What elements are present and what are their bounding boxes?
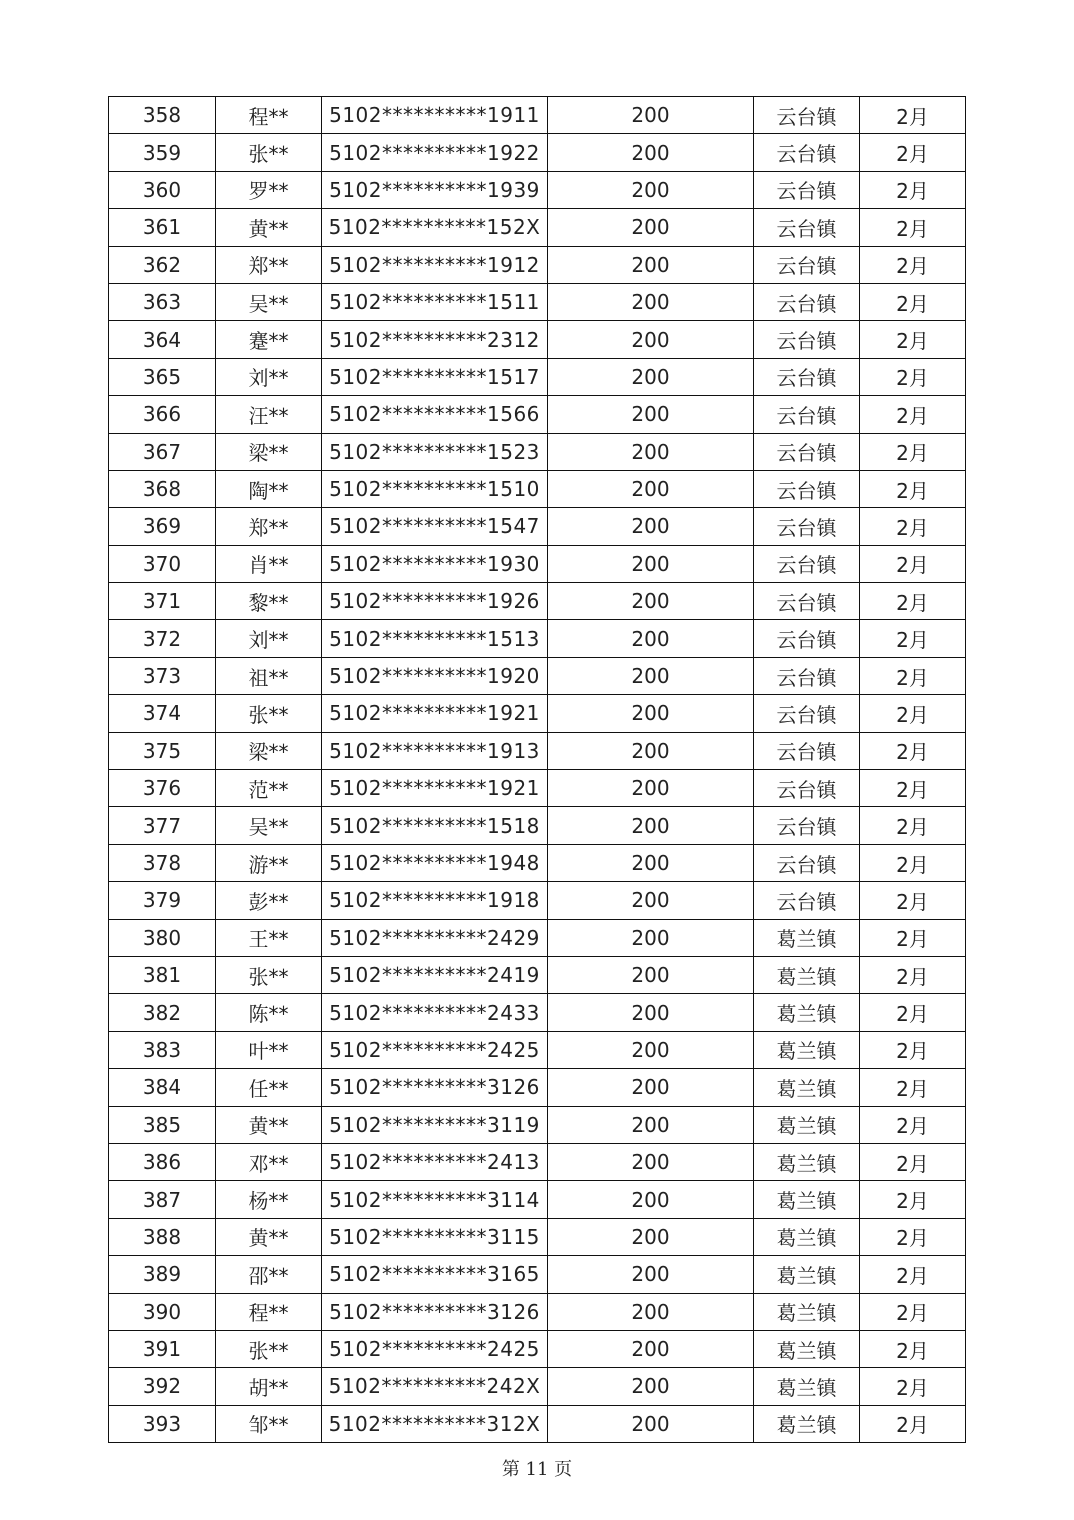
town-cell: 葛兰镇 xyxy=(754,1293,860,1330)
id-number-cell: 5102**********1920 xyxy=(322,657,548,694)
name-cell: 邓** xyxy=(216,1143,322,1180)
table-row xyxy=(109,171,966,208)
town-cell: 葛兰镇 xyxy=(754,1069,860,1106)
amount-cell: 200 xyxy=(548,358,754,395)
name-cell: 梁** xyxy=(216,732,322,769)
amount-cell: 200 xyxy=(548,508,754,545)
month-cell: 2月 xyxy=(860,1218,966,1255)
id-number-cell: 5102**********152X xyxy=(322,209,548,246)
town-cell: 葛兰镇 xyxy=(754,956,860,993)
seq-cell: 392 xyxy=(109,1368,216,1405)
name-cell: 张** xyxy=(216,134,322,171)
seq-cell: 378 xyxy=(109,844,216,881)
month-cell: 2月 xyxy=(860,732,966,769)
seq-cell: 363 xyxy=(109,283,216,320)
town-cell: 云台镇 xyxy=(754,246,860,283)
table-row xyxy=(109,956,966,993)
id-number-cell: 5102**********1912 xyxy=(322,246,548,283)
table-row xyxy=(109,844,966,881)
month-cell: 2月 xyxy=(860,807,966,844)
amount-cell: 200 xyxy=(548,732,754,769)
seq-cell: 389 xyxy=(109,1256,216,1293)
amount-cell: 200 xyxy=(548,583,754,620)
town-cell: 云台镇 xyxy=(754,433,860,470)
name-cell: 杨** xyxy=(216,1181,322,1218)
id-number-cell: 5102**********2429 xyxy=(322,919,548,956)
month-cell: 2月 xyxy=(860,209,966,246)
table-row xyxy=(109,695,966,732)
table-row xyxy=(109,321,966,358)
id-number-cell: 5102**********1511 xyxy=(322,283,548,320)
seq-cell: 370 xyxy=(109,545,216,582)
amount-cell: 200 xyxy=(548,1218,754,1255)
amount-cell: 200 xyxy=(548,1069,754,1106)
table-row xyxy=(109,283,966,320)
seq-cell: 367 xyxy=(109,433,216,470)
month-cell: 2月 xyxy=(860,620,966,657)
table-row xyxy=(109,209,966,246)
amount-cell: 200 xyxy=(548,1106,754,1143)
seq-cell: 386 xyxy=(109,1143,216,1180)
amount-cell: 200 xyxy=(548,433,754,470)
month-cell: 2月 xyxy=(860,882,966,919)
table-row xyxy=(109,246,966,283)
town-cell: 葛兰镇 xyxy=(754,1330,860,1367)
town-cell: 葛兰镇 xyxy=(754,1405,860,1442)
id-number-cell: 5102**********312X xyxy=(322,1405,548,1442)
name-cell: 黄** xyxy=(216,1106,322,1143)
amount-cell: 200 xyxy=(548,657,754,694)
id-number-cell: 5102**********1547 xyxy=(322,508,548,545)
month-cell: 2月 xyxy=(860,919,966,956)
name-cell: 邹** xyxy=(216,1405,322,1442)
amount-cell: 200 xyxy=(548,97,754,134)
name-cell: 刘** xyxy=(216,358,322,395)
amount-cell: 200 xyxy=(548,246,754,283)
amount-cell: 200 xyxy=(548,844,754,881)
table-row xyxy=(109,396,966,433)
month-cell: 2月 xyxy=(860,1256,966,1293)
town-cell: 葛兰镇 xyxy=(754,1256,860,1293)
name-cell: 张** xyxy=(216,956,322,993)
id-number-cell: 5102**********1926 xyxy=(322,583,548,620)
month-cell: 2月 xyxy=(860,358,966,395)
seq-cell: 381 xyxy=(109,956,216,993)
name-cell: 程** xyxy=(216,97,322,134)
id-number-cell: 5102**********3126 xyxy=(322,1293,548,1330)
table-row xyxy=(109,620,966,657)
month-cell: 2月 xyxy=(860,321,966,358)
id-number-cell: 5102**********1523 xyxy=(322,433,548,470)
table-row xyxy=(109,807,966,844)
month-cell: 2月 xyxy=(860,97,966,134)
name-cell: 张** xyxy=(216,695,322,732)
town-cell: 葛兰镇 xyxy=(754,1031,860,1068)
name-cell: 梁** xyxy=(216,433,322,470)
amount-cell: 200 xyxy=(548,807,754,844)
table-row xyxy=(109,1143,966,1180)
id-number-cell: 5102**********1517 xyxy=(322,358,548,395)
town-cell: 云台镇 xyxy=(754,209,860,246)
town-cell: 葛兰镇 xyxy=(754,1181,860,1218)
name-cell: 黎** xyxy=(216,583,322,620)
id-number-cell: 5102**********1921 xyxy=(322,770,548,807)
town-cell: 葛兰镇 xyxy=(754,1368,860,1405)
month-cell: 2月 xyxy=(860,1181,966,1218)
amount-cell: 200 xyxy=(548,1181,754,1218)
town-cell: 葛兰镇 xyxy=(754,994,860,1031)
month-cell: 2月 xyxy=(860,956,966,993)
id-number-cell: 5102**********1566 xyxy=(322,396,548,433)
table-row xyxy=(109,1106,966,1143)
month-cell: 2月 xyxy=(860,1106,966,1143)
amount-cell: 200 xyxy=(548,1256,754,1293)
id-number-cell: 5102**********2419 xyxy=(322,956,548,993)
id-number-cell: 5102**********1922 xyxy=(322,134,548,171)
name-cell: 张** xyxy=(216,1330,322,1367)
id-number-cell: 5102**********2425 xyxy=(322,1330,548,1367)
town-cell: 云台镇 xyxy=(754,283,860,320)
seq-cell: 371 xyxy=(109,583,216,620)
id-number-cell: 5102**********1948 xyxy=(322,844,548,881)
id-number-cell: 5102**********1930 xyxy=(322,545,548,582)
town-cell: 云台镇 xyxy=(754,732,860,769)
amount-cell: 200 xyxy=(548,171,754,208)
seq-cell: 373 xyxy=(109,657,216,694)
seq-cell: 366 xyxy=(109,396,216,433)
month-cell: 2月 xyxy=(860,396,966,433)
town-cell: 云台镇 xyxy=(754,583,860,620)
id-number-cell: 5102**********242X xyxy=(322,1368,548,1405)
seq-cell: 375 xyxy=(109,732,216,769)
table-row xyxy=(109,97,966,134)
amount-cell: 200 xyxy=(548,321,754,358)
name-cell: 王** xyxy=(216,919,322,956)
name-cell: 罗** xyxy=(216,171,322,208)
id-number-cell: 5102**********2433 xyxy=(322,994,548,1031)
table-row xyxy=(109,732,966,769)
id-number-cell: 5102**********1510 xyxy=(322,470,548,507)
town-cell: 云台镇 xyxy=(754,97,860,134)
town-cell: 葛兰镇 xyxy=(754,919,860,956)
subsidy-table xyxy=(108,96,966,1443)
seq-cell: 376 xyxy=(109,770,216,807)
table-row xyxy=(109,508,966,545)
table-row xyxy=(109,583,966,620)
seq-cell: 388 xyxy=(109,1218,216,1255)
month-cell: 2月 xyxy=(860,1143,966,1180)
month-cell: 2月 xyxy=(860,246,966,283)
name-cell: 郑** xyxy=(216,508,322,545)
month-cell: 2月 xyxy=(860,470,966,507)
seq-cell: 387 xyxy=(109,1181,216,1218)
name-cell: 任** xyxy=(216,1069,322,1106)
month-cell: 2月 xyxy=(860,770,966,807)
seq-cell: 359 xyxy=(109,134,216,171)
seq-cell: 383 xyxy=(109,1031,216,1068)
month-cell: 2月 xyxy=(860,1330,966,1367)
month-cell: 2月 xyxy=(860,657,966,694)
month-cell: 2月 xyxy=(860,583,966,620)
id-number-cell: 5102**********3119 xyxy=(322,1106,548,1143)
id-number-cell: 5102**********1939 xyxy=(322,171,548,208)
id-number-cell: 5102**********1911 xyxy=(322,97,548,134)
town-cell: 云台镇 xyxy=(754,171,860,208)
seq-cell: 364 xyxy=(109,321,216,358)
town-cell: 云台镇 xyxy=(754,545,860,582)
town-cell: 云台镇 xyxy=(754,844,860,881)
id-number-cell: 5102**********3165 xyxy=(322,1256,548,1293)
name-cell: 郑** xyxy=(216,246,322,283)
seq-cell: 369 xyxy=(109,508,216,545)
amount-cell: 200 xyxy=(548,1330,754,1367)
id-number-cell: 5102**********1913 xyxy=(322,732,548,769)
town-cell: 云台镇 xyxy=(754,508,860,545)
seq-cell: 362 xyxy=(109,246,216,283)
seq-cell: 380 xyxy=(109,919,216,956)
seq-cell: 360 xyxy=(109,171,216,208)
name-cell: 范** xyxy=(216,770,322,807)
name-cell: 程** xyxy=(216,1293,322,1330)
seq-cell: 372 xyxy=(109,620,216,657)
town-cell: 云台镇 xyxy=(754,396,860,433)
table-row xyxy=(109,545,966,582)
seq-cell: 390 xyxy=(109,1293,216,1330)
name-cell: 邵** xyxy=(216,1256,322,1293)
table-row xyxy=(109,358,966,395)
table-row xyxy=(109,1330,966,1367)
amount-cell: 200 xyxy=(548,956,754,993)
month-cell: 2月 xyxy=(860,171,966,208)
table-row xyxy=(109,1293,966,1330)
id-number-cell: 5102**********2425 xyxy=(322,1031,548,1068)
table-row xyxy=(109,1218,966,1255)
town-cell: 葛兰镇 xyxy=(754,1106,860,1143)
seq-cell: 377 xyxy=(109,807,216,844)
town-cell: 云台镇 xyxy=(754,134,860,171)
amount-cell: 200 xyxy=(548,1031,754,1068)
name-cell: 祖** xyxy=(216,657,322,694)
town-cell: 云台镇 xyxy=(754,657,860,694)
amount-cell: 200 xyxy=(548,994,754,1031)
month-cell: 2月 xyxy=(860,1293,966,1330)
table-row xyxy=(109,470,966,507)
name-cell: 胡** xyxy=(216,1368,322,1405)
id-number-cell: 5102**********2312 xyxy=(322,321,548,358)
amount-cell: 200 xyxy=(548,134,754,171)
seq-cell: 374 xyxy=(109,695,216,732)
month-cell: 2月 xyxy=(860,994,966,1031)
amount-cell: 200 xyxy=(548,209,754,246)
month-cell: 2月 xyxy=(860,545,966,582)
name-cell: 刘** xyxy=(216,620,322,657)
name-cell: 黄** xyxy=(216,1218,322,1255)
month-cell: 2月 xyxy=(860,134,966,171)
month-cell: 2月 xyxy=(860,1069,966,1106)
month-cell: 2月 xyxy=(860,1405,966,1442)
town-cell: 云台镇 xyxy=(754,620,860,657)
month-cell: 2月 xyxy=(860,1031,966,1068)
name-cell: 陈** xyxy=(216,994,322,1031)
name-cell: 肖** xyxy=(216,545,322,582)
table-row xyxy=(109,1256,966,1293)
table-row xyxy=(109,657,966,694)
town-cell: 葛兰镇 xyxy=(754,1143,860,1180)
town-cell: 云台镇 xyxy=(754,470,860,507)
table-row xyxy=(109,433,966,470)
seq-cell: 379 xyxy=(109,882,216,919)
month-cell: 2月 xyxy=(860,508,966,545)
seq-cell: 361 xyxy=(109,209,216,246)
id-number-cell: 5102**********3114 xyxy=(322,1181,548,1218)
month-cell: 2月 xyxy=(860,844,966,881)
name-cell: 彭** xyxy=(216,882,322,919)
month-cell: 2月 xyxy=(860,283,966,320)
name-cell: 游** xyxy=(216,844,322,881)
month-cell: 2月 xyxy=(860,433,966,470)
table-body xyxy=(109,97,966,1443)
amount-cell: 200 xyxy=(548,882,754,919)
town-cell: 云台镇 xyxy=(754,321,860,358)
name-cell: 叶** xyxy=(216,1031,322,1068)
id-number-cell: 5102**********1513 xyxy=(322,620,548,657)
town-cell: 云台镇 xyxy=(754,882,860,919)
seq-cell: 382 xyxy=(109,994,216,1031)
table-row xyxy=(109,134,966,171)
seq-cell: 384 xyxy=(109,1069,216,1106)
town-cell: 云台镇 xyxy=(754,358,860,395)
id-number-cell: 5102**********1921 xyxy=(322,695,548,732)
table-row xyxy=(109,770,966,807)
table-row xyxy=(109,1405,966,1442)
amount-cell: 200 xyxy=(548,396,754,433)
month-cell: 2月 xyxy=(860,1368,966,1405)
amount-cell: 200 xyxy=(548,470,754,507)
amount-cell: 200 xyxy=(548,695,754,732)
town-cell: 云台镇 xyxy=(754,807,860,844)
seq-cell: 358 xyxy=(109,97,216,134)
amount-cell: 200 xyxy=(548,770,754,807)
table-row xyxy=(109,882,966,919)
table-row xyxy=(109,1181,966,1218)
amount-cell: 200 xyxy=(548,283,754,320)
amount-cell: 200 xyxy=(548,1143,754,1180)
name-cell: 吴** xyxy=(216,283,322,320)
seq-cell: 391 xyxy=(109,1330,216,1367)
seq-cell: 365 xyxy=(109,358,216,395)
name-cell: 蹇** xyxy=(216,321,322,358)
amount-cell: 200 xyxy=(548,620,754,657)
name-cell: 汪** xyxy=(216,396,322,433)
table-row xyxy=(109,1031,966,1068)
id-number-cell: 5102**********3126 xyxy=(322,1069,548,1106)
town-cell: 云台镇 xyxy=(754,770,860,807)
amount-cell: 200 xyxy=(548,1405,754,1442)
id-number-cell: 5102**********1918 xyxy=(322,882,548,919)
id-number-cell: 5102**********3115 xyxy=(322,1218,548,1255)
town-cell: 云台镇 xyxy=(754,695,860,732)
name-cell: 陶** xyxy=(216,470,322,507)
table-row xyxy=(109,1069,966,1106)
seq-cell: 385 xyxy=(109,1106,216,1143)
seq-cell: 393 xyxy=(109,1405,216,1442)
amount-cell: 200 xyxy=(548,545,754,582)
seq-cell: 368 xyxy=(109,470,216,507)
page-number: 第 11 页 xyxy=(501,1459,573,1480)
amount-cell: 200 xyxy=(548,1368,754,1405)
name-cell: 吴** xyxy=(216,807,322,844)
table-row xyxy=(109,1368,966,1405)
id-number-cell: 5102**********2413 xyxy=(322,1143,548,1180)
id-number-cell: 5102**********1518 xyxy=(322,807,548,844)
table-row xyxy=(109,919,966,956)
amount-cell: 200 xyxy=(548,919,754,956)
name-cell: 黄** xyxy=(216,209,322,246)
table-row xyxy=(109,994,966,1031)
month-cell: 2月 xyxy=(860,695,966,732)
amount-cell: 200 xyxy=(548,1293,754,1330)
town-cell: 葛兰镇 xyxy=(754,1218,860,1255)
